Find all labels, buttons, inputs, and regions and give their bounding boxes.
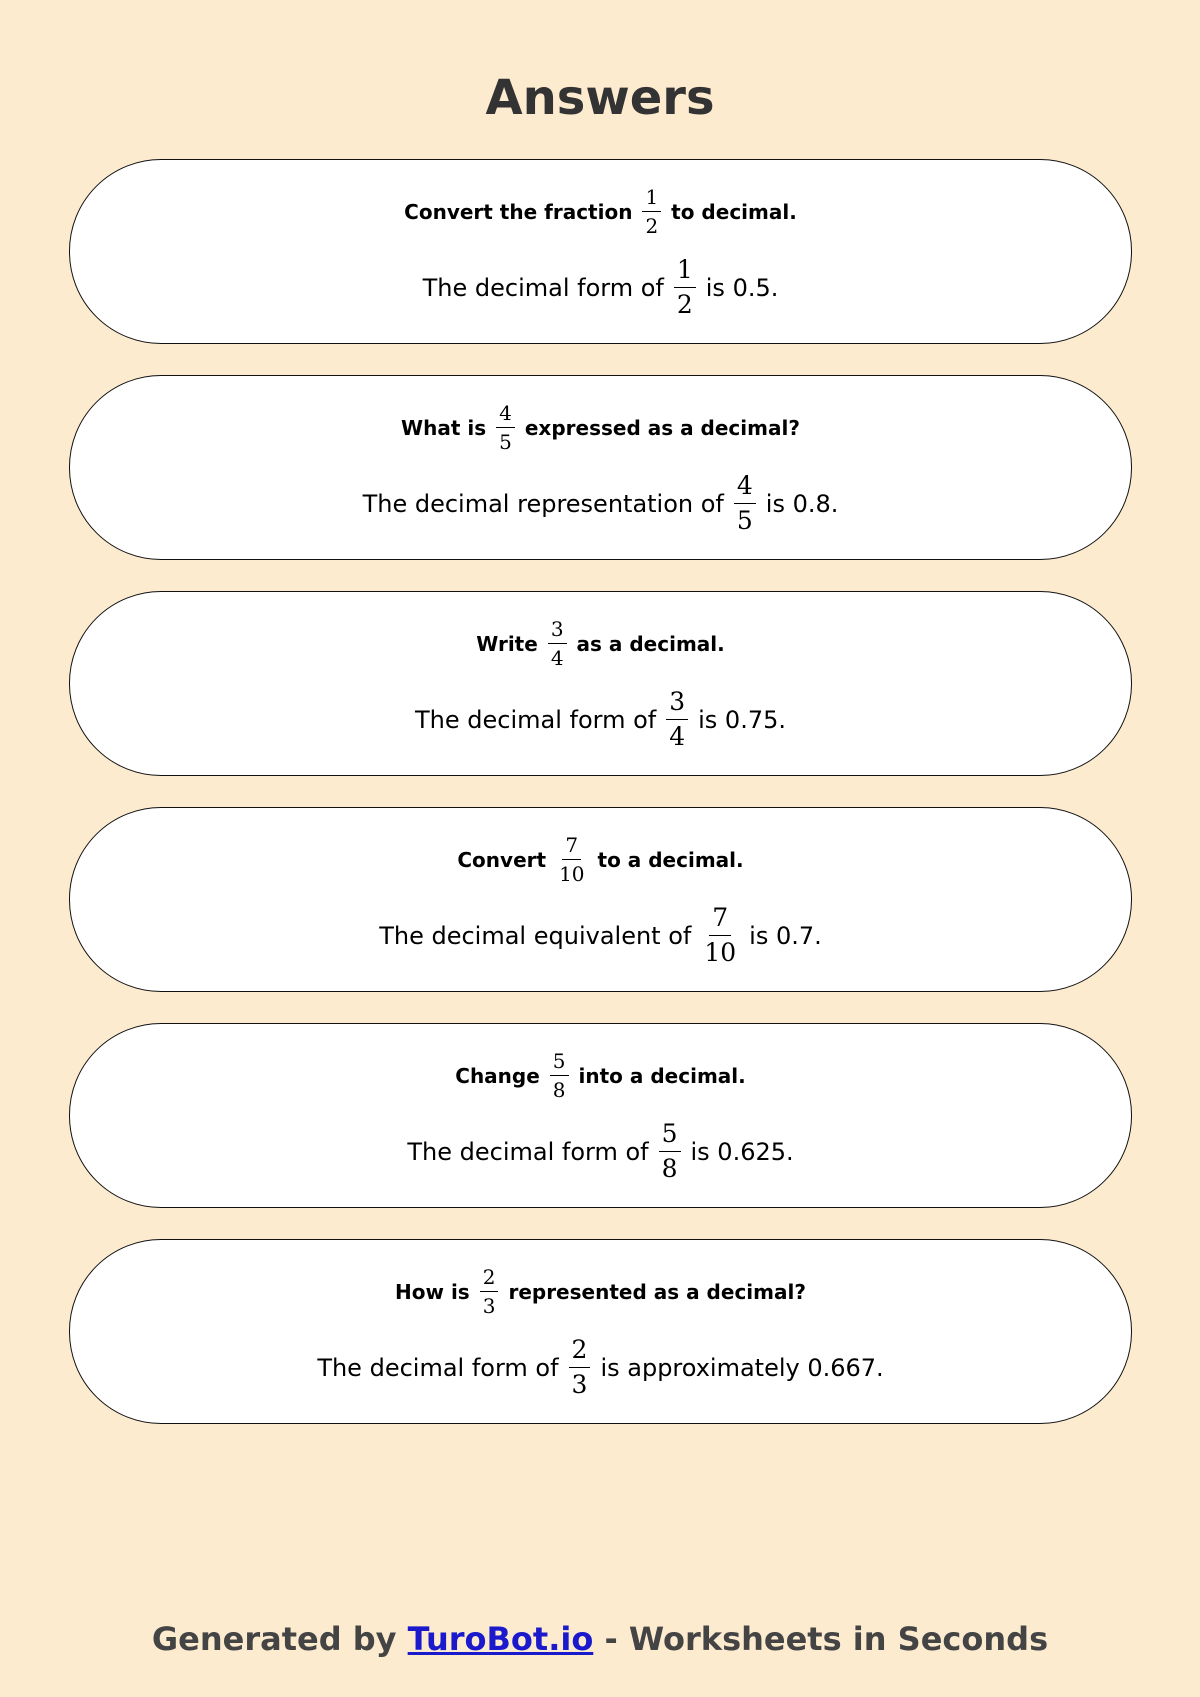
answer-text xyxy=(379,902,822,970)
question-text-before: Write xyxy=(476,631,538,656)
answer-fraction xyxy=(666,687,688,752)
question-fraction xyxy=(496,401,515,454)
question-text-before: Convert xyxy=(457,847,547,872)
answer-text-before: The decimal form of xyxy=(407,1137,649,1166)
answer-text-after: is 0.8. xyxy=(765,489,839,518)
fraction-numerator: 4 xyxy=(734,471,756,504)
answer-list xyxy=(69,159,1132,1455)
answer-text xyxy=(363,470,839,538)
fraction-numerator: 4 xyxy=(496,401,515,428)
answer-text-after: is 0.7. xyxy=(749,921,822,950)
fraction-numerator: 5 xyxy=(550,1049,569,1076)
answer-text-before: The decimal form of xyxy=(317,1353,559,1382)
fraction-denominator: 3 xyxy=(571,1370,588,1399)
question-fraction xyxy=(480,1265,499,1318)
fraction-denominator: 2 xyxy=(645,214,659,238)
fraction-denominator: 3 xyxy=(482,1294,496,1318)
answer-fraction xyxy=(701,903,739,968)
fraction-numerator: 3 xyxy=(666,687,688,720)
answer-card xyxy=(69,1023,1132,1208)
answer-text xyxy=(423,254,779,322)
answer-text-before: The decimal form of xyxy=(414,705,657,734)
question-fraction xyxy=(642,185,661,238)
question-text xyxy=(457,830,743,890)
question-text-before: How is xyxy=(395,1279,470,1304)
answer-text-after: is 0.75. xyxy=(698,705,786,734)
fraction-denominator: 10 xyxy=(559,862,585,886)
fraction-denominator: 2 xyxy=(676,290,693,319)
fraction-numerator: 7 xyxy=(709,903,731,936)
question-fraction xyxy=(556,833,587,886)
question-text-after: to a decimal. xyxy=(597,847,744,872)
question-text xyxy=(404,182,797,242)
question-text-after: as a decimal. xyxy=(576,631,725,656)
question-text xyxy=(476,614,725,674)
fraction-denominator: 4 xyxy=(669,722,686,751)
answer-card xyxy=(69,159,1132,344)
question-text-after: to decimal. xyxy=(671,199,797,224)
question-text xyxy=(401,398,800,458)
answer-card xyxy=(69,1239,1132,1424)
question-text-before: Convert the fraction xyxy=(404,199,633,224)
fraction-numerator: 2 xyxy=(569,1335,591,1368)
answer-text xyxy=(415,686,786,754)
fraction-denominator: 8 xyxy=(552,1078,566,1102)
answer-card xyxy=(69,375,1132,560)
question-text-after: represented as a decimal? xyxy=(508,1279,806,1304)
footer-suffix: - Worksheets in Seconds xyxy=(593,1620,1049,1658)
turobot-link[interactable]: TuroBot.io xyxy=(407,1620,594,1658)
answer-text xyxy=(407,1118,793,1186)
question-text-after: into a decimal. xyxy=(578,1063,746,1088)
answer-text-before: The decimal equivalent of xyxy=(379,921,692,950)
fraction-denominator: 5 xyxy=(736,506,753,535)
question-text xyxy=(395,1262,806,1322)
answer-fraction xyxy=(569,1335,591,1400)
footer xyxy=(0,1619,1200,1659)
footer-prefix: Generated by xyxy=(151,1620,408,1658)
answer-fraction xyxy=(734,471,756,536)
question-text-before: What is xyxy=(401,415,487,440)
fraction-numerator: 2 xyxy=(480,1265,499,1292)
answer-text xyxy=(317,1334,883,1402)
question-fraction xyxy=(550,1049,569,1102)
question-text xyxy=(455,1046,745,1106)
fraction-numerator: 1 xyxy=(642,185,661,212)
fraction-denominator: 8 xyxy=(661,1154,678,1183)
fraction-numerator: 7 xyxy=(562,833,581,860)
answer-fraction xyxy=(659,1119,681,1184)
question-text-after: expressed as a decimal? xyxy=(524,415,800,440)
answer-text-before: The decimal form of xyxy=(422,273,664,302)
fraction-denominator: 4 xyxy=(550,646,564,670)
fraction-numerator: 5 xyxy=(659,1119,681,1152)
fraction-numerator: 1 xyxy=(674,255,696,288)
answer-text-after: is approximately 0.667. xyxy=(600,1353,884,1382)
answer-card xyxy=(69,591,1132,776)
answer-text-after: is 0.625. xyxy=(690,1137,794,1166)
fraction-numerator: 3 xyxy=(548,617,567,644)
answer-fraction xyxy=(674,255,696,320)
fraction-denominator: 10 xyxy=(704,938,737,967)
question-text-before: Change xyxy=(455,1063,540,1088)
question-fraction xyxy=(548,617,567,670)
answer-card xyxy=(69,807,1132,992)
answer-text-after: is 0.5. xyxy=(705,273,779,302)
answer-text-before: The decimal representation of xyxy=(362,489,724,518)
page-title: Answers xyxy=(485,70,715,126)
fraction-denominator: 5 xyxy=(499,430,512,454)
